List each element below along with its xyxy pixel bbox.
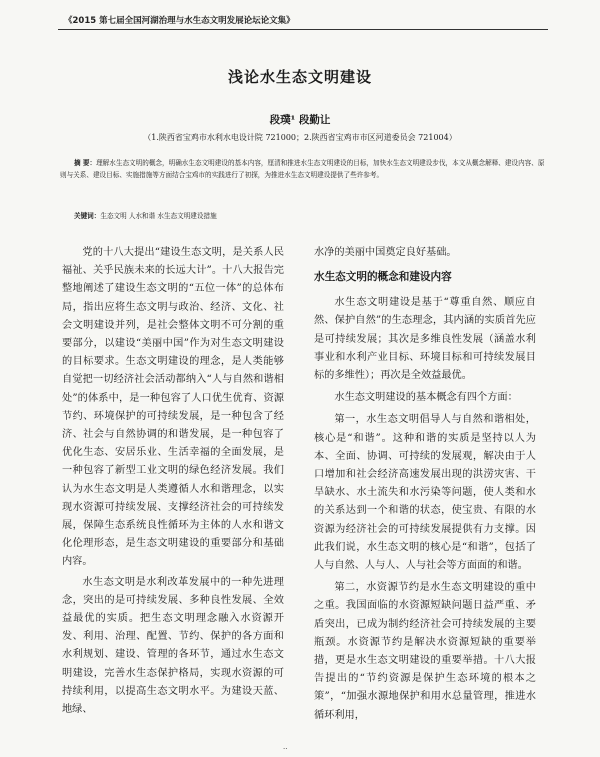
keywords-label: 关键词： [74,212,101,220]
article-title: 浅论水生态文明建设 [227,68,372,86]
abstract [60,158,546,181]
article-authors: 段璞¹ 段勤让 [269,114,331,126]
section-heading: 水生态文明的概念和建设内容 [314,271,452,284]
page-footer-mark: ·· [283,745,288,753]
body-paragraph: 党的十八大提出“建设生态文明，是关系人民福祉、关乎民族未来的长远大计”。十八大报告完整地阐述了建设生态文明的“五位一体”的总体布局，指出应将生态文明与政治、经济、文化、社会文明建设并列，是社会整体文明不可分割的重要部分，以建设“美丽中国”作为对生态文明建设的目标要求。生态文明建设的理念，是人类能够自觉把一切经济社会活动都纳入“人与自然和谐相处”的体系中，是一种包容了人口优生优育、资源节约、环境保护的可持续发展，是一种包含了经济、社会与自然协调的和谐发展，是一种包容了优化生态、安居乐业、生活幸福的全面发展，是一种包容了新型工业文明的绿色经济发展。我们认为水生态文明是人类遵循人水和谐理念，以实现水资源可持续发展、支撑经济社会的可持续发展，保障生态系统良性循环为主体的人水和谐文化伦理形态，是生态文明建设的重要部分和基础内容。 [62,247,284,568]
abstract-label: 摘 要： [74,159,97,167]
body-paragraph: 水生态文明是水利改革发展中的一种先进理念，突出的是可持续发展、多种良性发展、全效益最优的实质。把生态文明理念融入水资源开发、利用、治理、配置、节约、保护的各方面和水利规划、建设、管理的各环节，通过水生态文明建设，完善水生态保护格局，实现水资源的可持续利用，以提高生态文明水平。为建设天蓝、地绿、 [62,576,284,716]
body-paragraph: 第一，水生态文明倡导人与自然和谐相处，核心是“和谐”。这种和谐的实质是坚持以人为本、全面、协调、可持续的发展观，解决由于人口增加和社会经济高速发展出现的洪涝灾害、干旱缺水、水土流失和水污染等问题，使人类和水的关系达到一个和谐的状态，使宝贵、有限的水资源为经济社会的可持续发展提供有力支撑。因此我们说，水生态文明的核心是“和谐”，包括了人与自然、人与人、人与社会等方面面的和谐。 [314,414,536,572]
header-rule [58,29,548,30]
keywords [74,210,544,220]
running-header: 《2015 第七届全国河湖治理与水生态文明发展论坛论文集》 [64,16,295,26]
body-paragraph: 水净的美丽中国奠定良好基础。 [314,247,457,258]
keywords-text: 生态文明 人水和谐 水生态文明建设措施 [100,212,217,220]
body-column-left [62,244,284,719]
abstract-text: 理解水生态文明的概念，明确水生态文明建设的基本内容，厘清和推进水生态文明建设的目标，加快水生态文明建设步伐，本文从概念解释、建设内容、原则与关系、建设目标、实施措施等方面结合宝鸡市的实践进行了初探，为推进水生态文明建设提供了些许参考。 [60,159,545,179]
article-affiliation: （1.陕西省宝鸡市水利水电设计院 721000；2.陕西省宝鸡市市区河道委员会 721004） [143,133,457,142]
body-paragraph: 水生态文明建设的基本概念有四个方面： [334,392,518,404]
body-paragraph: 第二，水资源节约是水生态文明建设的重中之重。我国面临的水资源短缺问题日益严重、矛盾突出，已成为制约经济社会可持续发展的主要瓶颈。水资源节约是解决水资源短缺的重要举措，更是水生态文明建设的重要举措。十八大报告提出的“节约资源是保护生态环境的根本之策”，“加强水源地保护和用水总量管理，推进水循环利用， [314,582,536,721]
body-column-right [314,244,536,725]
body-paragraph: 水生态文明建设是基于“尊重自然、顺应自然、保护自然”的生态理念，其内涵的实质首先应是可持续发展；其次是多维良性发展（涵盖水利事业和水利产业目标、环境目标和可持续发展目标的多维性）；再次是全效益最优。 [314,297,536,382]
